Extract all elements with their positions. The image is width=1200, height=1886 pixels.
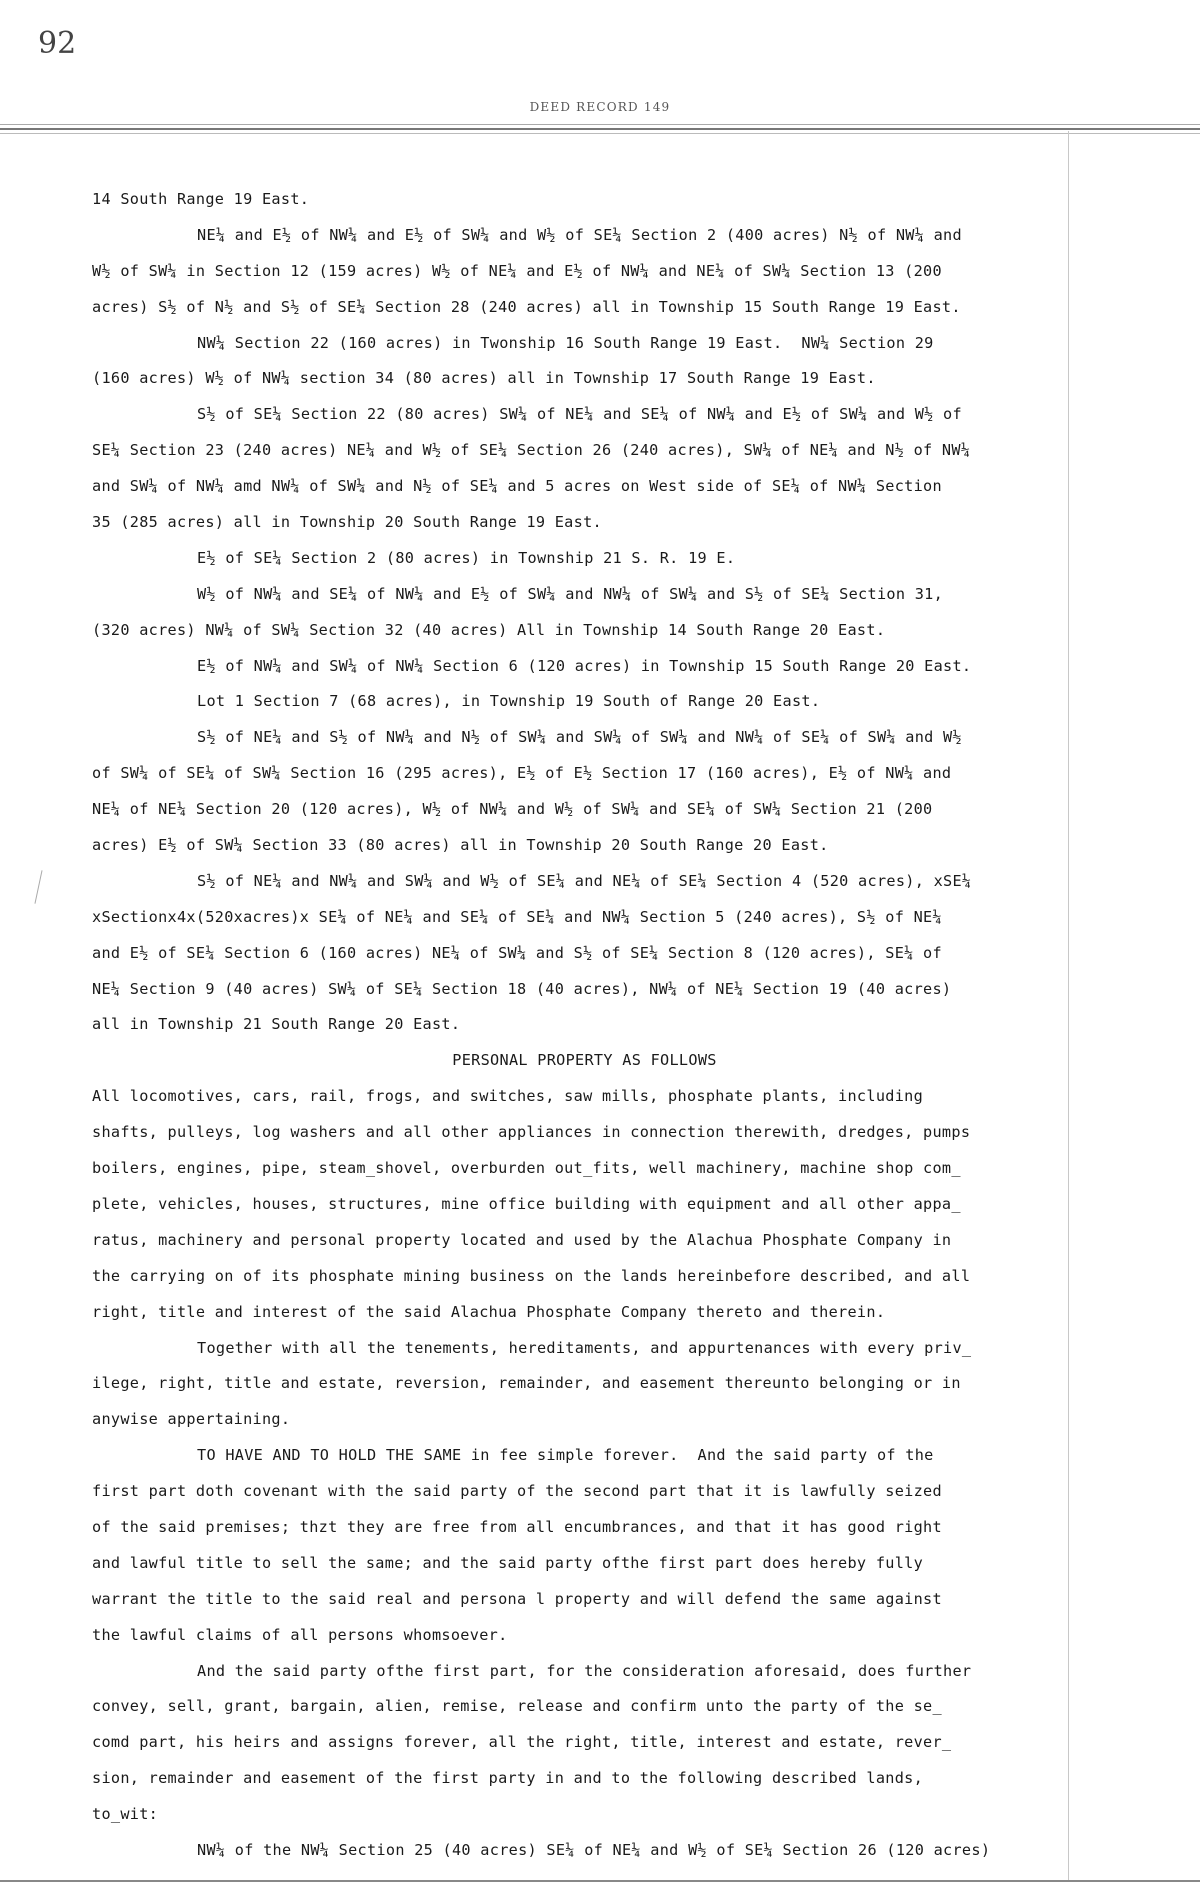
text-line: shafts, pulleys, log washers and all other appliances in connection therewith, dredges, pumps <box>92 1123 971 1142</box>
section-heading: PERSONAL PROPERTY AS FOLLOWS <box>452 1051 717 1070</box>
text-line: (160 acres) W½ of NW¼ section 34 (80 acres) all in Township 17 South Range 19 East. <box>92 369 876 388</box>
text-line: sion, remainder and easement of the first party in and to the following described lands, <box>92 1769 924 1788</box>
text-line: W½ of SW¼ in Section 12 (159 acres) W½ of NE¼ and E½ of NW¼ and NE¼ of SW¼ Section 13 (200 <box>92 261 942 280</box>
text-line: S½ of NE¼ and NW¼ and SW¼ and W½ of SE¼ and NE¼ of SE¼ Section 4 (520 acres), xSE¼ <box>197 871 972 890</box>
text-line: NW¼ of the NW¼ Section 25 (40 acres) SE¼ of NE¼ and W½ of SE¼ Section 26 (120 acres) <box>197 1840 991 1859</box>
text-line: S½ of SE¼ Section 22 (80 acres) SW¼ of NE¼ and SE¼ of NW¼ and E½ of SW¼ and W½ of <box>197 405 962 424</box>
text-line: and E½ of SE¼ Section 6 (160 acres) NE¼ of SW¼ and S½ of SE¼ Section 8 (120 acres), SE¼ of <box>92 943 942 962</box>
text-line: plete, vehicles, houses, structures, mine office building with equipment and all other appa_ <box>92 1194 961 1213</box>
text-line: E½ of NW¼ and SW¼ of NW¼ Section 6 (120 acres) in Township 15 South Range 20 East. <box>197 656 972 675</box>
text-line: SE¼ Section 23 (240 acres) NE¼ and W½ of SE¼ Section 26 (240 acres), SW¼ of NE¼ and N½ of NW¼ <box>92 441 971 460</box>
text-line: acres) S½ of N½ and S½ of SE¼ Section 28 (240 acres) all in Township 15 South Range 19 East. <box>92 297 961 316</box>
text-line: acres) E½ of SW¼ Section 33 (80 acres) all in Township 20 South Range 20 East. <box>92 836 829 855</box>
text-line: All locomotives, cars, rail, frogs, and switches, saw mills, phosphate plants, including <box>92 1087 924 1106</box>
text-line: NE¼ Section 9 (40 acres) SW¼ of SE¼ Section 18 (40 acres), NW¼ of NE¼ Section 19 (40 acres) <box>92 979 952 998</box>
text-line: Together with all the tenements, hereditaments, and appurtenances with every priv_ <box>197 1338 972 1357</box>
text-line: E½ of SE¼ Section 2 (80 acres) in Township 21 S. R. 19 E. <box>197 548 736 567</box>
text-line: the lawful claims of all persons whomsoever. <box>92 1625 508 1644</box>
text-line: Lot 1 Section 7 (68 acres), in Township 19 South of Range 20 East. <box>197 692 821 711</box>
text-line: NW¼ Section 22 (160 acres) in Twonship 16 South Range 19 East. NW¼ Section 29 <box>197 333 934 352</box>
text-line: 14 South Range 19 East. <box>92 190 310 208</box>
header-rule-middle <box>0 128 1200 130</box>
text-line: boilers, engines, pipe, steam_shovel, overburden out_fits, well machinery, machine shop com_ <box>92 1159 961 1178</box>
text-line: (320 acres) NW¼ of SW¼ Section 32 (40 acres) All in Township 14 South Range 20 East. <box>92 620 886 639</box>
text-line: S½ of NE¼ and S½ of NW¼ and N½ of SW¼ and SW¼ of SW¼ and NW¼ of SE¼ of SW¼ and W½ <box>197 728 962 747</box>
text-line: ilege, right, title and estate, reversion, remainder, and easement thereunto belonging or in <box>92 1374 961 1393</box>
margin-pencil-mark <box>34 870 42 903</box>
footer-rule <box>0 1880 1200 1882</box>
text-line: 35 (285 acres) all in Township 20 South Range 19 East. <box>92 513 602 532</box>
text-line: xSectionx4x(520xacres)x SE¼ of NE¼ and SE¼ of SE¼ and NW¼ Section 5 (240 acres), S½ of NE¼ <box>92 907 942 926</box>
text-line: and lawful title to sell the same; and the said party ofthe first part does hereby fully <box>92 1553 924 1572</box>
header-rule-top <box>0 124 1200 125</box>
header-rule-bottom <box>0 133 1200 134</box>
text-line: first part doth covenant with the said party of the second part that it is lawfully seized <box>92 1482 942 1501</box>
page-number: 92 <box>38 26 77 61</box>
text-line: W½ of NW¼ and SE¼ of NW¼ and E½ of SW¼ and NW¼ of SW¼ and S½ of SE¼ Section 31, <box>197 584 944 603</box>
text-line: TO HAVE AND TO HOLD THE SAME in fee simple forever. And the said party of the <box>197 1446 934 1465</box>
text-line: and SW¼ of NW¼ amd NW¼ of SW¼ and N½ of SE¼ and 5 acres on West side of SE¼ of NW¼ Section <box>92 477 942 496</box>
text-line: NE¼ of NE¼ Section 20 (120 acres), W½ of NW¼ and W½ of SW¼ and SE¼ of SW¼ Section 21 (200 <box>92 800 933 819</box>
text-line: all in Township 21 South Range 20 East. <box>92 1015 461 1034</box>
text-line: comd part, his heirs and assigns forever, all the right, title, interest and estate, rever_ <box>92 1733 952 1752</box>
text-line: anywise appertaining. <box>92 1410 291 1429</box>
text-line: warrant the title to the said real and persona l property and will defend the same against <box>92 1589 942 1608</box>
text-line: the carrying on of its phosphate mining business on the lands hereinbefore described, and all <box>92 1266 971 1285</box>
record-title: DEED RECORD 149 <box>529 100 671 114</box>
text-line: to_wit: <box>92 1805 159 1824</box>
text-line: ratus, machinery and personal property located and used by the Alachua Phosphate Company in <box>92 1230 952 1249</box>
text-line: And the said party ofthe first part, for the consideration aforesaid, does further <box>197 1661 972 1680</box>
text-line: of SW¼ of SE¼ of SW¼ Section 16 (295 acres), E½ of E½ Section 17 (160 acres), E½ of NW¼ and <box>92 764 952 783</box>
text-line: convey, sell, grant, bargain, alien, remise, release and confirm unto the party of the se_ <box>92 1697 942 1716</box>
text-line: of the said premises; thzt they are free from all encumbrances, and that it has good right <box>92 1517 942 1536</box>
text-line: right, title and interest of the said Alachua Phosphate Company thereto and therein. <box>92 1302 886 1321</box>
deed-text-body <box>92 182 1077 1869</box>
text-line: NE¼ and E½ of NW¼ and E½ of SW¼ and W½ of SE¼ Section 2 (400 acres) N½ of NW¼ and <box>197 225 962 244</box>
